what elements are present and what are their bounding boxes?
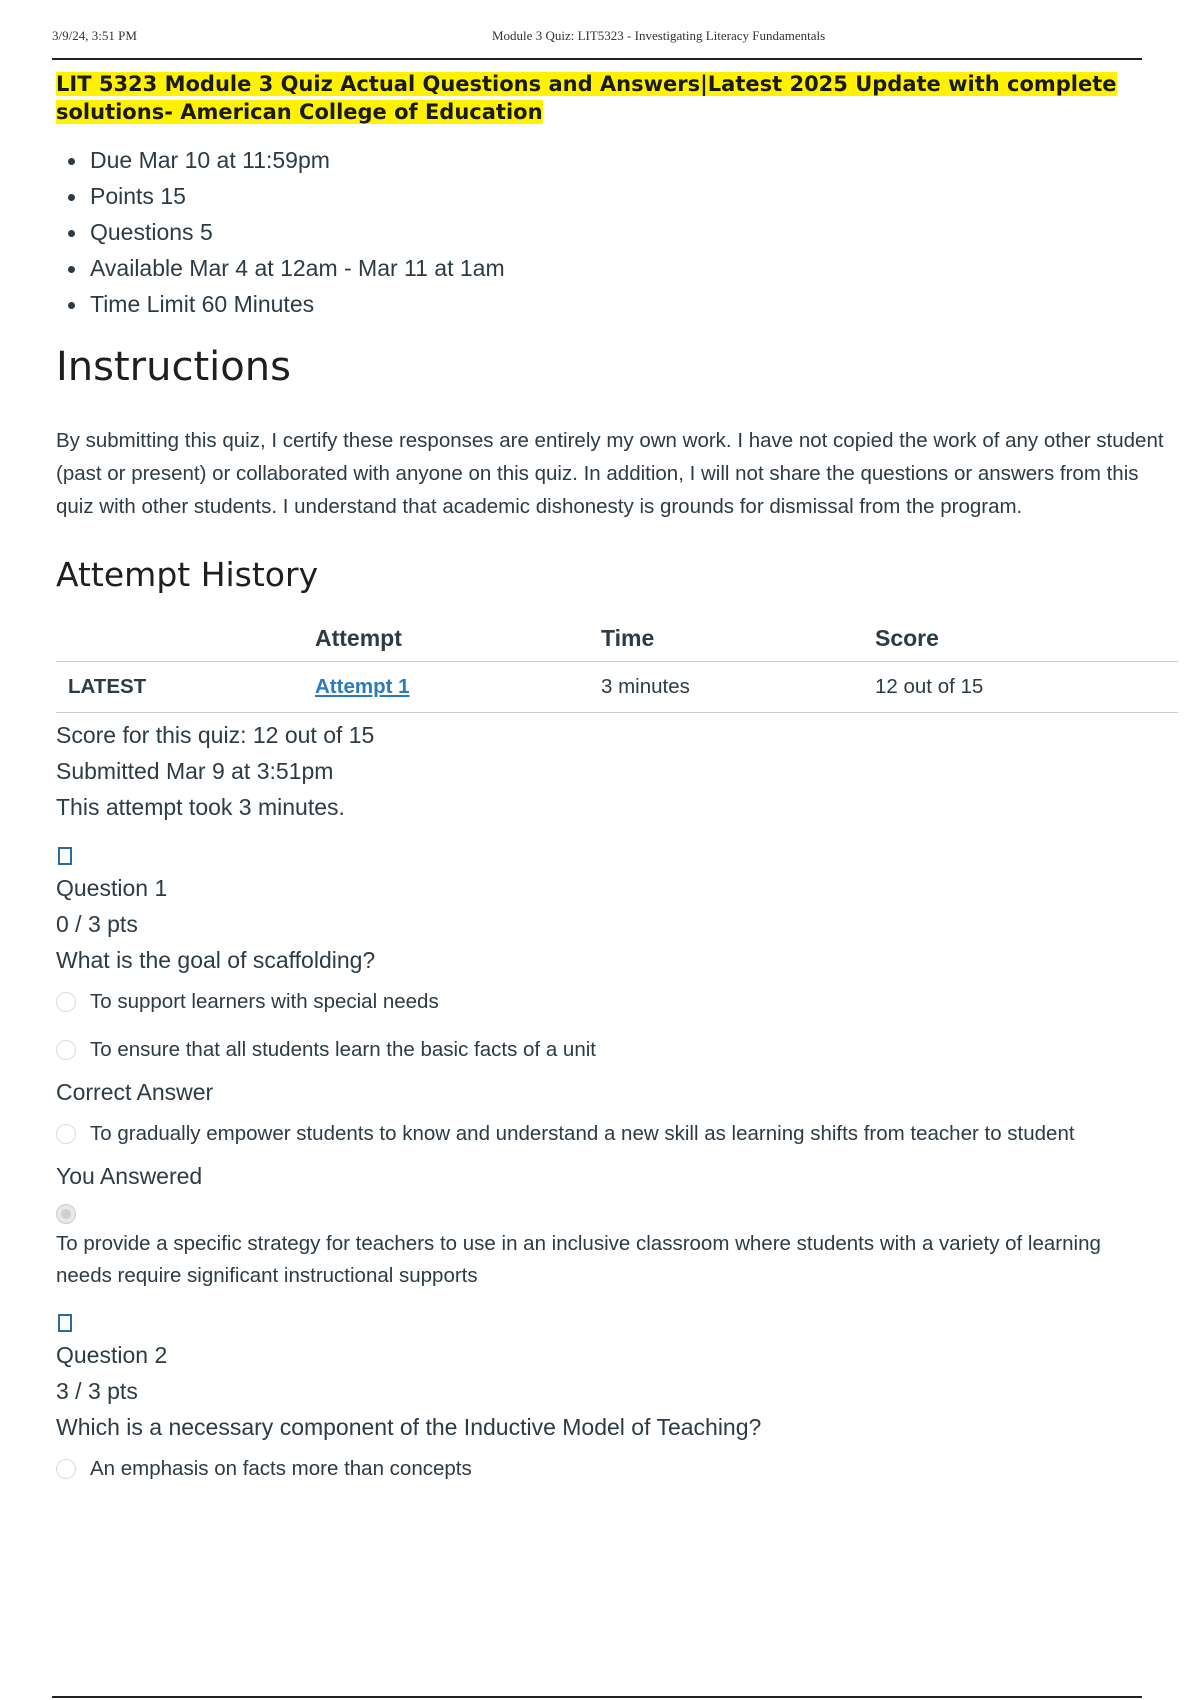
flag-icon[interactable] xyxy=(58,1314,72,1332)
attempt-history-heading: Attempt History xyxy=(56,555,319,594)
time-limit: Time Limit 60 Minutes xyxy=(68,286,1176,322)
correct-answer-label: Correct Answer xyxy=(56,1079,214,1105)
document-title: LIT 5323 Module 3 Quiz Actual Questions and Answers|Latest 2025 Update with complete solutions- American College of Education xyxy=(56,72,1117,124)
instructions-text: By submitting this quiz, I certify these responses are entirely my own work. I have not copied the work of any other student (past or present) or collaborated with anyone on this quiz. In addition, I will not share the questions or answers from this quiz with other students. I understand that academic dishonesty is grounds for dismissal from the program. xyxy=(56,429,1164,518)
attempt-summary xyxy=(56,717,1176,825)
flag-icon[interactable] xyxy=(58,847,72,865)
option-text: To support learners with special needs xyxy=(90,990,439,1013)
print-header xyxy=(52,28,1142,60)
attempt-score: 12 out of 15 xyxy=(874,662,1178,713)
quiz-content xyxy=(56,70,1176,1493)
attempt-history-table xyxy=(56,615,1178,713)
due-date: Due Mar 10 at 11:59pm xyxy=(68,142,1176,178)
availability: Available Mar 4 at 12am - Mar 11 at 1am xyxy=(68,250,1176,286)
option-text: To gradually empower students to know and understand a new skill as learning shifts from teacher to student xyxy=(90,1122,1075,1145)
radio-icon xyxy=(56,992,76,1012)
table-row xyxy=(56,662,1178,713)
answer-option xyxy=(56,1026,1176,1074)
latest-label: LATEST xyxy=(56,662,314,713)
selected-answer-option xyxy=(56,1204,1176,1292)
question-text: Which is a necessary component of the Inductive Model of Teaching? xyxy=(56,1414,762,1440)
attempt-time: 3 minutes xyxy=(600,662,874,713)
blank-header xyxy=(56,615,314,662)
question-points: 0 / 3 pts xyxy=(56,911,138,937)
points: Points 15 xyxy=(68,178,1176,214)
you-answered-label: You Answered xyxy=(56,1163,203,1189)
question-number: Question 1 xyxy=(56,875,168,901)
attempt-duration: This attempt took 3 minutes. xyxy=(56,794,345,820)
questions-count: Questions 5 xyxy=(68,214,1176,250)
score-column-header: Score xyxy=(874,615,1178,662)
print-date: 3/9/24, 3:51 PM xyxy=(52,28,137,43)
option-text: To ensure that all students learn the basic facts of a unit xyxy=(90,1038,596,1061)
question-1 xyxy=(56,825,1176,1292)
time-column-header: Time xyxy=(600,615,874,662)
quiz-details xyxy=(56,142,1176,322)
attempt-column-header: Attempt xyxy=(314,615,600,662)
question-2 xyxy=(56,1292,1176,1493)
answer-option xyxy=(56,1445,1176,1493)
radio-icon xyxy=(56,1040,76,1060)
instructions-heading: Instructions xyxy=(56,344,291,390)
submitted-time: Submitted Mar 9 at 3:51pm xyxy=(56,758,334,784)
option-text: An emphasis on facts more than concepts xyxy=(90,1457,472,1480)
quiz-score: Score for this quiz: 12 out of 15 xyxy=(56,722,375,748)
print-title: Module 3 Quiz: LIT5323 - Investigating Literacy Fundamentals xyxy=(492,28,826,43)
answer-option xyxy=(56,978,1176,1026)
question-text: What is the goal of scaffolding? xyxy=(56,947,376,973)
attempt-1-link[interactable]: Attempt 1 xyxy=(315,675,410,698)
correct-answer-option xyxy=(56,1110,1176,1158)
radio-icon xyxy=(56,1459,76,1479)
option-text: To provide a specific strategy for teachers to use in an inclusive classroom where students with a variety of learning needs require significant instructional supports xyxy=(56,1232,1101,1287)
page-bottom-rule xyxy=(52,1696,1142,1698)
question-number: Question 2 xyxy=(56,1342,168,1368)
radio-icon xyxy=(56,1124,76,1144)
question-points: 3 / 3 pts xyxy=(56,1378,138,1404)
radio-selected-icon xyxy=(56,1204,76,1224)
